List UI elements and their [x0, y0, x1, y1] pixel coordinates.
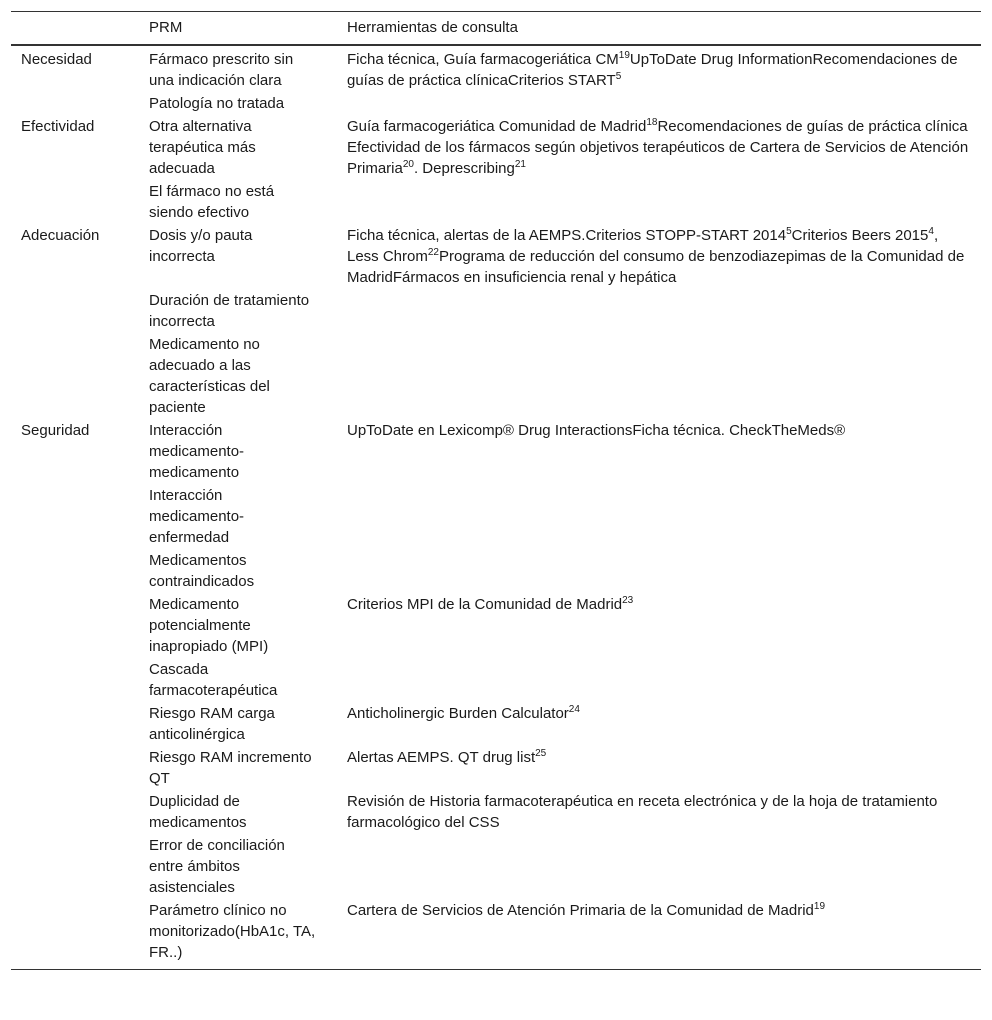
table-row — [11, 484, 981, 549]
table-row — [11, 658, 981, 702]
cell-prm: Riesgo RAM incremento QT — [149, 749, 312, 787]
cell-prm: Fármaco prescrito sin una indicación clara — [149, 51, 294, 89]
table-row — [11, 224, 981, 289]
table-row — [11, 593, 981, 658]
tools-text: Revisión de Historia farmacoterapéutica en receta electrónica y de la hoja de tratamiento farmacológico del CSS — [347, 793, 938, 831]
tools-text: , Less Chrom — [347, 227, 939, 265]
table-row — [11, 115, 981, 180]
cell-category: Adecuación — [21, 227, 100, 244]
reference-number: 18 — [646, 117, 658, 128]
cell-category — [11, 790, 139, 834]
tools-text: Programa de reducción del consumo de benzodiazepimas de la Comunidad de MadridFármacos en insuficiencia renal y hepática — [347, 248, 965, 286]
cell-prm: Parámetro clínico no monitorizado(HbA1c, TA, FR..) — [149, 902, 316, 961]
cell-tools — [337, 593, 981, 658]
table-row — [11, 702, 981, 746]
cell-prm: Patología no tratada — [149, 95, 285, 112]
cell-tools — [337, 224, 981, 289]
cell-category — [11, 746, 139, 790]
cell-category — [11, 593, 139, 658]
cell-tools — [337, 834, 981, 899]
reference-number: 23 — [622, 595, 634, 606]
cell-prm: Otra alternativa terapéutica más adecuada — [149, 118, 256, 177]
reference-number: 22 — [427, 247, 439, 258]
cell-prm: Error de conciliación entre ámbitos asistenciales — [149, 837, 285, 896]
table-row — [11, 549, 981, 593]
cell-category — [11, 702, 139, 746]
cell-tools — [337, 549, 981, 593]
table-body — [11, 45, 981, 970]
reference-number: 24 — [568, 704, 580, 715]
cell-prm: Cascada farmacoterapéutica — [149, 661, 278, 699]
reference-number: 4 — [928, 226, 934, 237]
tools-text: . Deprescribing — [413, 160, 515, 177]
reference-number: 19 — [618, 50, 630, 61]
cell-category — [11, 333, 139, 419]
cell-category: Necesidad — [21, 51, 92, 68]
table-row — [11, 790, 981, 834]
table-row — [11, 92, 981, 115]
cell-tools — [337, 702, 981, 746]
cell-prm: El fármaco no está siendo efectivo — [149, 183, 275, 221]
tools-text: Alertas AEMPS. QT drug list — [347, 749, 536, 766]
cell-tools — [337, 45, 981, 92]
tools-text: UpToDate Drug InformationRecomendaciones de guías de práctica clínicaCriterios START — [347, 51, 958, 89]
cell-category — [11, 899, 139, 970]
cell-prm: Duplicidad de medicamentos — [149, 793, 247, 831]
cell-category — [11, 484, 139, 549]
table-row — [11, 419, 981, 484]
cell-tools — [337, 419, 981, 484]
cell-category — [11, 658, 139, 702]
tools-text: Anticholinergic Burden Calculator — [347, 705, 569, 722]
cell-category: Efectividad — [21, 118, 95, 135]
cell-prm: Medicamento potencialmente inapropiado (MPI) — [149, 596, 269, 655]
cell-tools — [337, 289, 981, 333]
cell-prm: Medicamentos contraindicados — [149, 552, 255, 590]
cell-category — [11, 180, 139, 224]
cell-prm: Interacción medicamento-enfermedad — [149, 487, 245, 546]
cell-tools — [337, 484, 981, 549]
cell-category: Seguridad — [21, 422, 90, 439]
tools-text: Criterios MPI de la Comunidad de Madrid — [347, 596, 623, 613]
cell-prm: Dosis y/o pauta incorrecta — [149, 227, 253, 265]
tools-text: Ficha técnica, alertas de la AEMPS.Criterios STOPP-START 2014 — [347, 227, 787, 244]
cell-tools — [337, 115, 981, 180]
tools-text: UpToDate en Lexicomp® Drug InteractionsFicha técnica. CheckTheMeds® — [347, 422, 846, 439]
reference-number: 20 — [402, 159, 414, 170]
cell-category — [11, 549, 139, 593]
table-row — [11, 333, 981, 419]
reference-number: 19 — [813, 901, 826, 912]
header-tools: Herramientas de consulta — [337, 12, 981, 46]
cell-category — [11, 92, 139, 115]
cell-tools — [337, 92, 981, 115]
table-header — [11, 12, 981, 46]
cell-prm: Duración de tratamiento incorrecta — [149, 292, 310, 330]
tools-text: Cartera de Servicios de Atención Primaria de la Comunidad de Madrid — [347, 902, 814, 919]
cell-tools — [337, 746, 981, 790]
table-row — [11, 289, 981, 333]
header-row — [11, 12, 981, 46]
cell-prm: Riesgo RAM carga anticolinérgica — [149, 705, 275, 743]
table-row — [11, 746, 981, 790]
reference-number: 5 — [615, 71, 622, 82]
header-prm: PRM — [139, 12, 337, 46]
cell-tools — [337, 790, 981, 834]
cell-prm: Medicamento no adecuado a las características del paciente — [149, 336, 270, 416]
cell-category — [11, 834, 139, 899]
tools-text: Criterios Beers 2015 — [791, 227, 929, 244]
table-row — [11, 45, 981, 92]
cell-prm: Interacción medicamento-medicamento — [149, 422, 245, 481]
prm-tools-table — [11, 11, 981, 970]
cell-tools — [337, 899, 981, 970]
reference-number: 25 — [535, 748, 547, 759]
header-category — [11, 12, 139, 46]
table-row — [11, 899, 981, 970]
table-row — [11, 180, 981, 224]
tools-text: Ficha técnica, Guía farmacogeriática CM — [347, 51, 619, 68]
cell-tools — [337, 333, 981, 419]
cell-tools — [337, 180, 981, 224]
cell-category — [11, 289, 139, 333]
table-row — [11, 834, 981, 899]
tools-text: Guía farmacogeriática Comunidad de Madrid — [347, 118, 647, 135]
tools-text: Recomendaciones de guías de práctica clínica Efectividad de los fármacos según objetivos terapéuticos de Cartera de Servicios de Atención Primaria — [347, 118, 969, 177]
cell-tools — [337, 658, 981, 702]
reference-number: 5 — [786, 226, 792, 237]
reference-number: 21 — [514, 159, 526, 170]
